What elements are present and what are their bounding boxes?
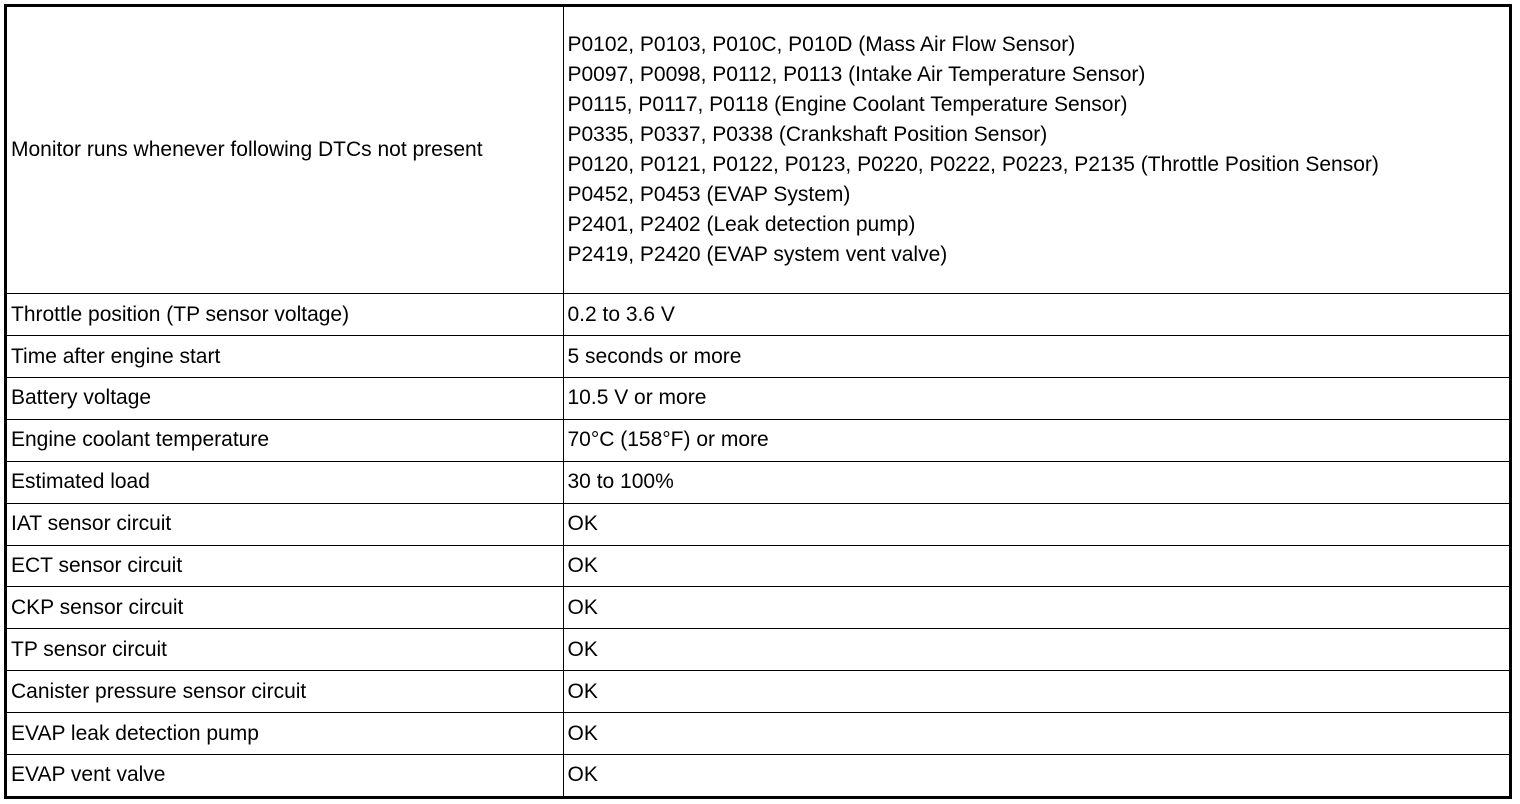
condition-label: Time after engine start: [7, 336, 563, 378]
condition-value: 5 seconds or more: [563, 336, 1509, 378]
table-row: [7, 377, 1509, 419]
table-row: [7, 671, 1509, 713]
condition-value: OK: [563, 545, 1509, 587]
table-row: [7, 503, 1509, 545]
dtc-line: P2401, P2402 (Leak detection pump): [567, 213, 916, 237]
condition-label: EVAP vent valve: [7, 754, 563, 796]
condition-label: Throttle position (TP sensor voltage): [7, 294, 563, 336]
table-row: [7, 336, 1509, 378]
condition-label: Battery voltage: [7, 377, 563, 419]
condition-label: ECT sensor circuit: [7, 545, 563, 587]
dtc-line: P0120, P0121, P0122, P0123, P0220, P0222, P0223, P2135 (Throttle Position Sensor): [567, 153, 1379, 177]
table-row: [7, 7, 1509, 294]
table-row: [7, 587, 1509, 629]
condition-value: 10.5 V or more: [563, 377, 1509, 419]
conditions-table-frame: [4, 4, 1512, 799]
condition-value: OK: [563, 587, 1509, 629]
condition-value: OK: [563, 671, 1509, 713]
table-row: [7, 629, 1509, 671]
table-row: [7, 461, 1509, 503]
dtc-line: P0102, P0103, P010C, P010D (Mass Air Flow Sensor): [567, 33, 1076, 57]
condition-label: CKP sensor circuit: [7, 587, 563, 629]
condition-value: 30 to 100%: [563, 461, 1509, 503]
dtc-line: P0335, P0337, P0338 (Crankshaft Position Sensor): [567, 123, 1048, 147]
condition-label: Monitor runs whenever following DTCs not present: [11, 138, 483, 162]
dtc-line: P0097, P0098, P0112, P0113 (Intake Air Temperature Sensor): [567, 63, 1146, 87]
condition-label: Canister pressure sensor circuit: [7, 671, 563, 713]
condition-label: IAT sensor circuit: [7, 503, 563, 545]
condition-label-cell: [7, 7, 563, 294]
condition-label: Engine coolant temperature: [7, 419, 563, 461]
condition-value: 0.2 to 3.6 V: [563, 294, 1509, 336]
condition-value-cell: [563, 7, 1509, 294]
dtc-line: P0452, P0453 (EVAP System): [567, 183, 851, 207]
table-row: [7, 294, 1509, 336]
condition-value: OK: [563, 713, 1509, 755]
condition-value: OK: [563, 503, 1509, 545]
table-row: [7, 419, 1509, 461]
condition-label: Estimated load: [7, 461, 563, 503]
condition-value: OK: [563, 629, 1509, 671]
condition-label: TP sensor circuit: [7, 629, 563, 671]
dtc-line: P0115, P0117, P0118 (Engine Coolant Temperature Sensor): [567, 93, 1128, 117]
table-row: [7, 713, 1509, 755]
dtc-line: P2419, P2420 (EVAP system vent valve): [567, 243, 948, 267]
condition-value: OK: [563, 754, 1509, 796]
condition-value: 70°C (158°F) or more: [563, 419, 1509, 461]
monitor-conditions-table: [7, 7, 1509, 796]
table-row: [7, 754, 1509, 796]
condition-label: EVAP leak detection pump: [7, 713, 563, 755]
table-row: [7, 545, 1509, 587]
